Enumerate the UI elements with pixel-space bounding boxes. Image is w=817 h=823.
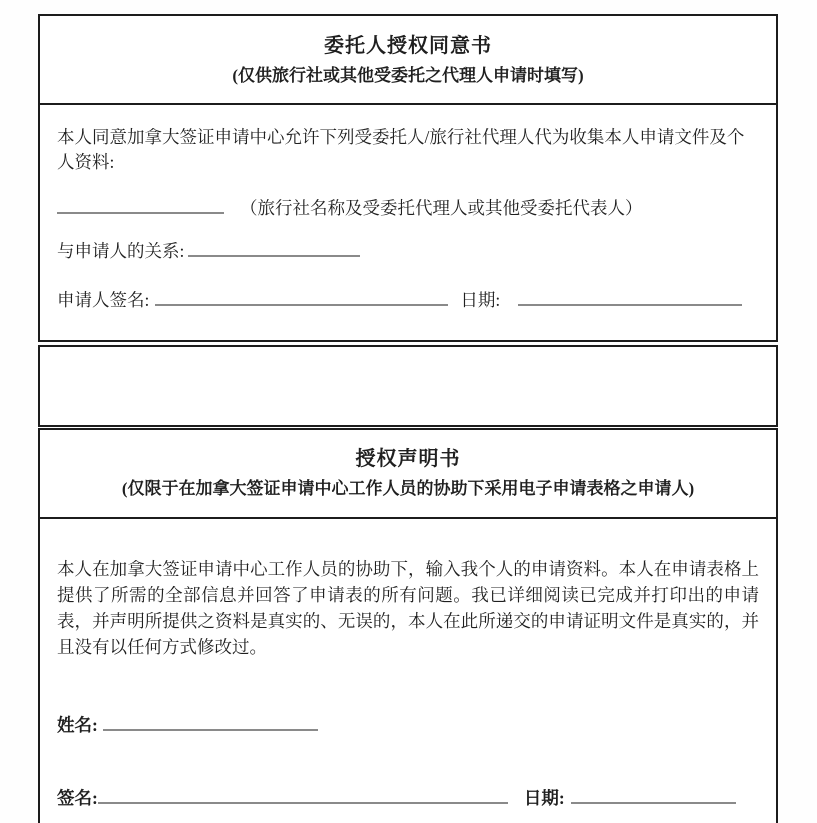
consent-form-box (38, 14, 778, 342)
consent-date-label: 日期: (460, 290, 501, 311)
name-label: 姓名: (57, 715, 98, 736)
agency-note-text: （旅行社名称及受委托代理人或其他受委托代表人） (240, 197, 643, 218)
agency-name-field[interactable] (57, 198, 224, 214)
relation-field[interactable] (188, 241, 360, 257)
name-field[interactable] (103, 715, 318, 731)
declaration-signature-field[interactable] (98, 788, 508, 804)
declaration-form-body (40, 519, 776, 823)
consent-intro-text: 本人同意加拿大签证申请中心允许下列受委托人/旅行社代理人代为收集本人申请文件及个人资料: (57, 126, 745, 173)
applicant-signature-field[interactable] (155, 290, 448, 306)
agency-row (57, 196, 759, 221)
relation-label: 与申请人的关系: (57, 240, 185, 261)
consent-form-header (40, 16, 776, 105)
declaration-signature-label: 签名: (57, 788, 98, 809)
consent-date-field[interactable] (518, 290, 742, 306)
consent-form-subtitle: (仅供旅行社或其他受委托之代理人申请时填写) (232, 66, 584, 85)
name-row (57, 713, 759, 738)
declaration-form-box (38, 428, 778, 823)
relation-row (57, 239, 759, 264)
declaration-statement-text: 本人在加拿大签证申请中心工作人员的协助下，输入我个人的申请资料。本人在申请表格上提供了所需的全部信息并回答了申请表的所有问题。我已详细阅读已完成并打印出的申请表，并声明所提供之资料是真实的、无误的，本人在此所递交的申请证明文件是真实的，并且没有以任何方式修改过。 (57, 559, 759, 658)
consent-form-title: 委托人授权同意书 (324, 35, 492, 57)
consent-form-body (40, 105, 776, 340)
consent-signature-row (57, 288, 759, 313)
declaration-date-field[interactable] (571, 788, 736, 804)
empty-spacer-box (38, 345, 778, 427)
declaration-form-subtitle: (仅限于在加拿大签证申请中心工作人员的协助下采用电子申请表格之申请人) (121, 478, 695, 498)
declaration-date-label: 日期: (523, 788, 565, 809)
declaration-signature-row (57, 786, 759, 811)
declaration-form-header (40, 430, 776, 520)
declaration-form-title: 授权声明书 (355, 447, 461, 470)
applicant-signature-label: 申请人签名: (57, 290, 150, 311)
